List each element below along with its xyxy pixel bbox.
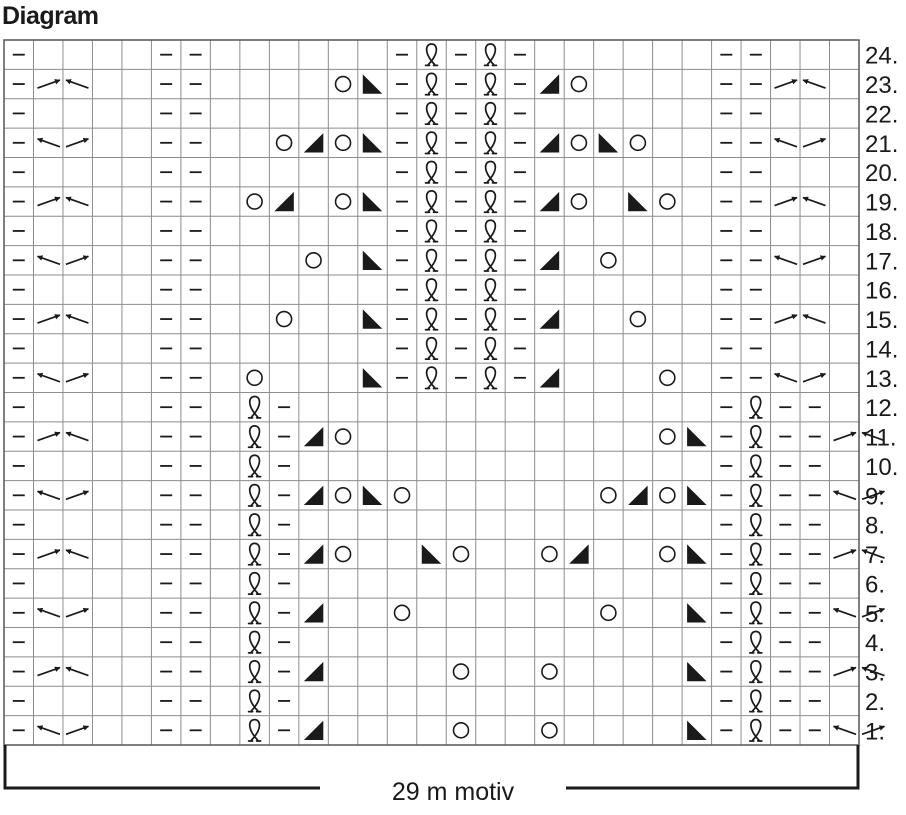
cable-arrow-right xyxy=(66,139,88,147)
yarn-over-symbol xyxy=(571,194,586,209)
yarn-over-symbol xyxy=(601,488,616,503)
k2tog-symbol xyxy=(304,486,323,505)
twisted-stitch-symbol xyxy=(484,338,496,359)
ssk-symbol xyxy=(687,427,706,446)
yarn-over-symbol xyxy=(660,370,675,385)
twisted-stitch-symbol xyxy=(249,426,261,447)
yarn-over-symbol xyxy=(542,723,557,738)
twisted-stitch-symbol xyxy=(484,367,496,388)
ssk-symbol xyxy=(363,309,382,328)
k2tog-symbol xyxy=(628,486,647,505)
ssk-symbol xyxy=(363,251,382,270)
ssk-symbol xyxy=(363,192,382,211)
row-label: 10. xyxy=(865,453,899,481)
twisted-stitch-symbol xyxy=(249,455,261,476)
k2tog-symbol xyxy=(304,662,323,681)
twisted-stitch-symbol xyxy=(750,573,762,594)
cable-arrow-left xyxy=(37,256,59,264)
row-label: 19. xyxy=(865,189,899,217)
cable-arrow-right xyxy=(775,198,797,206)
twisted-stitch-symbol xyxy=(484,162,496,183)
twisted-stitch-symbol xyxy=(750,485,762,506)
ssk-symbol xyxy=(687,486,706,505)
row-label: 14. xyxy=(865,336,899,364)
yarn-over-symbol xyxy=(336,194,351,209)
yarn-over-symbol xyxy=(277,135,292,150)
yarn-over-symbol xyxy=(630,312,645,327)
yarn-over-symbol xyxy=(571,77,586,92)
cable-arrow-left xyxy=(834,609,856,617)
k2tog-symbol xyxy=(569,544,588,563)
cable-arrow-right xyxy=(66,491,88,499)
cable-arrow-left xyxy=(66,668,88,676)
yarn-over-symbol xyxy=(277,312,292,327)
row-label: 18. xyxy=(865,218,899,246)
twisted-stitch-symbol xyxy=(750,543,762,564)
yarn-over-symbol xyxy=(453,547,468,562)
twisted-stitch-symbol xyxy=(249,397,261,418)
cable-arrow-left xyxy=(803,198,825,206)
row-label: 13. xyxy=(865,365,899,393)
row-label: 4. xyxy=(865,630,886,658)
twisted-stitch-symbol xyxy=(249,485,261,506)
cable-arrow-left xyxy=(775,139,797,147)
twisted-stitch-symbol xyxy=(249,690,261,711)
cable-arrow-left xyxy=(834,726,856,734)
ssk-symbol xyxy=(687,721,706,740)
twisted-stitch-symbol xyxy=(484,103,496,124)
twisted-stitch-symbol xyxy=(426,338,438,359)
yarn-over-symbol xyxy=(336,429,351,444)
twisted-stitch-symbol xyxy=(426,44,438,65)
ssk-symbol xyxy=(363,133,382,152)
ssk-symbol xyxy=(599,133,618,152)
cable-arrow-left xyxy=(66,433,88,441)
cable-arrow-right xyxy=(66,256,88,264)
ssk-symbol xyxy=(363,368,382,387)
motif-label: 29 m motiv xyxy=(384,778,522,806)
twisted-stitch-symbol xyxy=(426,162,438,183)
twisted-stitch-symbol xyxy=(249,602,261,623)
row-label: 3. xyxy=(865,659,886,687)
yarn-over-symbol xyxy=(601,253,616,268)
row-label: 1. xyxy=(865,718,886,746)
cable-arrow-left xyxy=(37,491,59,499)
cable-arrow-right xyxy=(37,198,59,206)
k2tog-symbol xyxy=(304,427,323,446)
yarn-over-symbol xyxy=(542,664,557,679)
twisted-stitch-symbol xyxy=(249,661,261,682)
cable-arrow-right xyxy=(66,726,88,734)
cable-arrow-right xyxy=(37,668,59,676)
yarn-over-symbol xyxy=(660,429,675,444)
cable-arrow-left xyxy=(37,609,59,617)
twisted-stitch-symbol xyxy=(484,250,496,271)
twisted-stitch-symbol xyxy=(750,632,762,653)
twisted-stitch-symbol xyxy=(249,543,261,564)
k2tog-symbol xyxy=(304,721,323,740)
row-label: 21. xyxy=(865,130,899,158)
cable-arrow-right xyxy=(66,374,88,382)
twisted-stitch-symbol xyxy=(750,661,762,682)
yarn-over-symbol xyxy=(247,370,262,385)
ssk-symbol xyxy=(363,74,382,93)
diagram-title: Diagram xyxy=(2,2,99,30)
ssk-symbol xyxy=(687,662,706,681)
row-label: 5. xyxy=(865,600,886,628)
cable-arrow-left xyxy=(775,374,797,382)
twisted-stitch-symbol xyxy=(426,191,438,212)
cable-arrow-right xyxy=(803,374,825,382)
k2tog-symbol xyxy=(274,192,293,211)
k2tog-symbol xyxy=(304,544,323,563)
row-label: 7. xyxy=(865,542,886,570)
twisted-stitch-symbol xyxy=(750,426,762,447)
cable-arrow-left xyxy=(66,315,88,323)
twisted-stitch-symbol xyxy=(750,602,762,623)
k2tog-symbol xyxy=(540,133,559,152)
row-label: 15. xyxy=(865,307,899,335)
cable-arrow-right xyxy=(803,256,825,264)
row-label: 2. xyxy=(865,688,886,716)
ssk-symbol xyxy=(363,486,382,505)
twisted-stitch-symbol xyxy=(750,720,762,741)
twisted-stitch-symbol xyxy=(484,191,496,212)
twisted-stitch-symbol xyxy=(426,279,438,300)
cable-arrow-right xyxy=(834,550,856,558)
twisted-stitch-symbol xyxy=(426,73,438,94)
cable-arrow-right xyxy=(37,550,59,558)
chart-grid xyxy=(4,40,859,745)
k2tog-symbol xyxy=(540,368,559,387)
cable-arrow-left xyxy=(37,726,59,734)
yarn-over-symbol xyxy=(571,135,586,150)
row-label: 17. xyxy=(865,248,899,276)
row-label: 20. xyxy=(865,160,899,188)
twisted-stitch-symbol xyxy=(484,308,496,329)
twisted-stitch-symbol xyxy=(249,514,261,535)
yarn-over-symbol xyxy=(660,194,675,209)
ssk-symbol xyxy=(628,192,647,211)
yarn-over-symbol xyxy=(336,135,351,150)
ssk-symbol xyxy=(687,603,706,622)
cable-arrow-right xyxy=(775,80,797,88)
twisted-stitch-symbol xyxy=(750,455,762,476)
twisted-stitch-symbol xyxy=(249,720,261,741)
row-label: 8. xyxy=(865,512,886,540)
twisted-stitch-symbol xyxy=(249,632,261,653)
yarn-over-symbol xyxy=(336,488,351,503)
twisted-stitch-symbol xyxy=(426,132,438,153)
twisted-stitch-symbol xyxy=(426,367,438,388)
cable-arrow-left xyxy=(66,198,88,206)
cable-arrow-right xyxy=(775,315,797,323)
k2tog-symbol xyxy=(540,251,559,270)
cable-arrow-left xyxy=(37,374,59,382)
cable-arrow-left xyxy=(803,80,825,88)
ssk-symbol xyxy=(687,544,706,563)
yarn-over-symbol xyxy=(453,664,468,679)
cable-arrow-left xyxy=(775,256,797,264)
row-label: 9. xyxy=(865,483,886,511)
row-label: 16. xyxy=(865,277,899,305)
cable-arrow-left xyxy=(66,80,88,88)
cable-arrow-right xyxy=(803,139,825,147)
yarn-over-symbol xyxy=(660,547,675,562)
twisted-stitch-symbol xyxy=(750,690,762,711)
twisted-stitch-symbol xyxy=(249,573,261,594)
yarn-over-symbol xyxy=(336,77,351,92)
ssk-symbol xyxy=(422,544,441,563)
row-label: 24. xyxy=(865,42,899,70)
yarn-over-symbol xyxy=(660,488,675,503)
row-labels xyxy=(865,43,898,746)
cable-arrow-left xyxy=(834,491,856,499)
row-label: 6. xyxy=(865,571,886,599)
twisted-stitch-symbol xyxy=(484,44,496,65)
yarn-over-symbol xyxy=(395,488,410,503)
cable-arrow-left xyxy=(37,139,59,147)
yarn-over-symbol xyxy=(395,605,410,620)
twisted-stitch-symbol xyxy=(426,250,438,271)
yarn-over-symbol xyxy=(630,135,645,150)
row-label: 12. xyxy=(865,395,899,423)
row-label: 22. xyxy=(865,101,899,129)
cable-arrow-right xyxy=(37,315,59,323)
cable-arrow-right xyxy=(66,609,88,617)
yarn-over-symbol xyxy=(601,605,616,620)
cable-arrow-left xyxy=(803,315,825,323)
twisted-stitch-symbol xyxy=(484,220,496,241)
cable-arrow-right xyxy=(37,80,59,88)
yarn-over-symbol xyxy=(336,547,351,562)
twisted-stitch-symbol xyxy=(484,73,496,94)
yarn-over-symbol xyxy=(542,547,557,562)
twisted-stitch-symbol xyxy=(426,308,438,329)
row-label: 23. xyxy=(865,72,899,100)
cable-arrow-left xyxy=(66,550,88,558)
twisted-stitch-symbol xyxy=(426,220,438,241)
yarn-over-symbol xyxy=(453,723,468,738)
k2tog-symbol xyxy=(540,74,559,93)
motif-caption xyxy=(0,778,906,807)
cable-arrow-right xyxy=(834,668,856,676)
row-label: 11. xyxy=(865,424,897,452)
yarn-over-symbol xyxy=(306,253,321,268)
cable-arrow-right xyxy=(37,433,59,441)
cable-arrow-right xyxy=(834,433,856,441)
twisted-stitch-symbol xyxy=(750,514,762,535)
yarn-over-symbol xyxy=(247,194,262,209)
k2tog-symbol xyxy=(540,192,559,211)
k2tog-symbol xyxy=(304,603,323,622)
k2tog-symbol xyxy=(304,133,323,152)
twisted-stitch-symbol xyxy=(484,132,496,153)
twisted-stitch-symbol xyxy=(426,103,438,124)
twisted-stitch-symbol xyxy=(484,279,496,300)
k2tog-symbol xyxy=(540,309,559,328)
twisted-stitch-symbol xyxy=(750,397,762,418)
